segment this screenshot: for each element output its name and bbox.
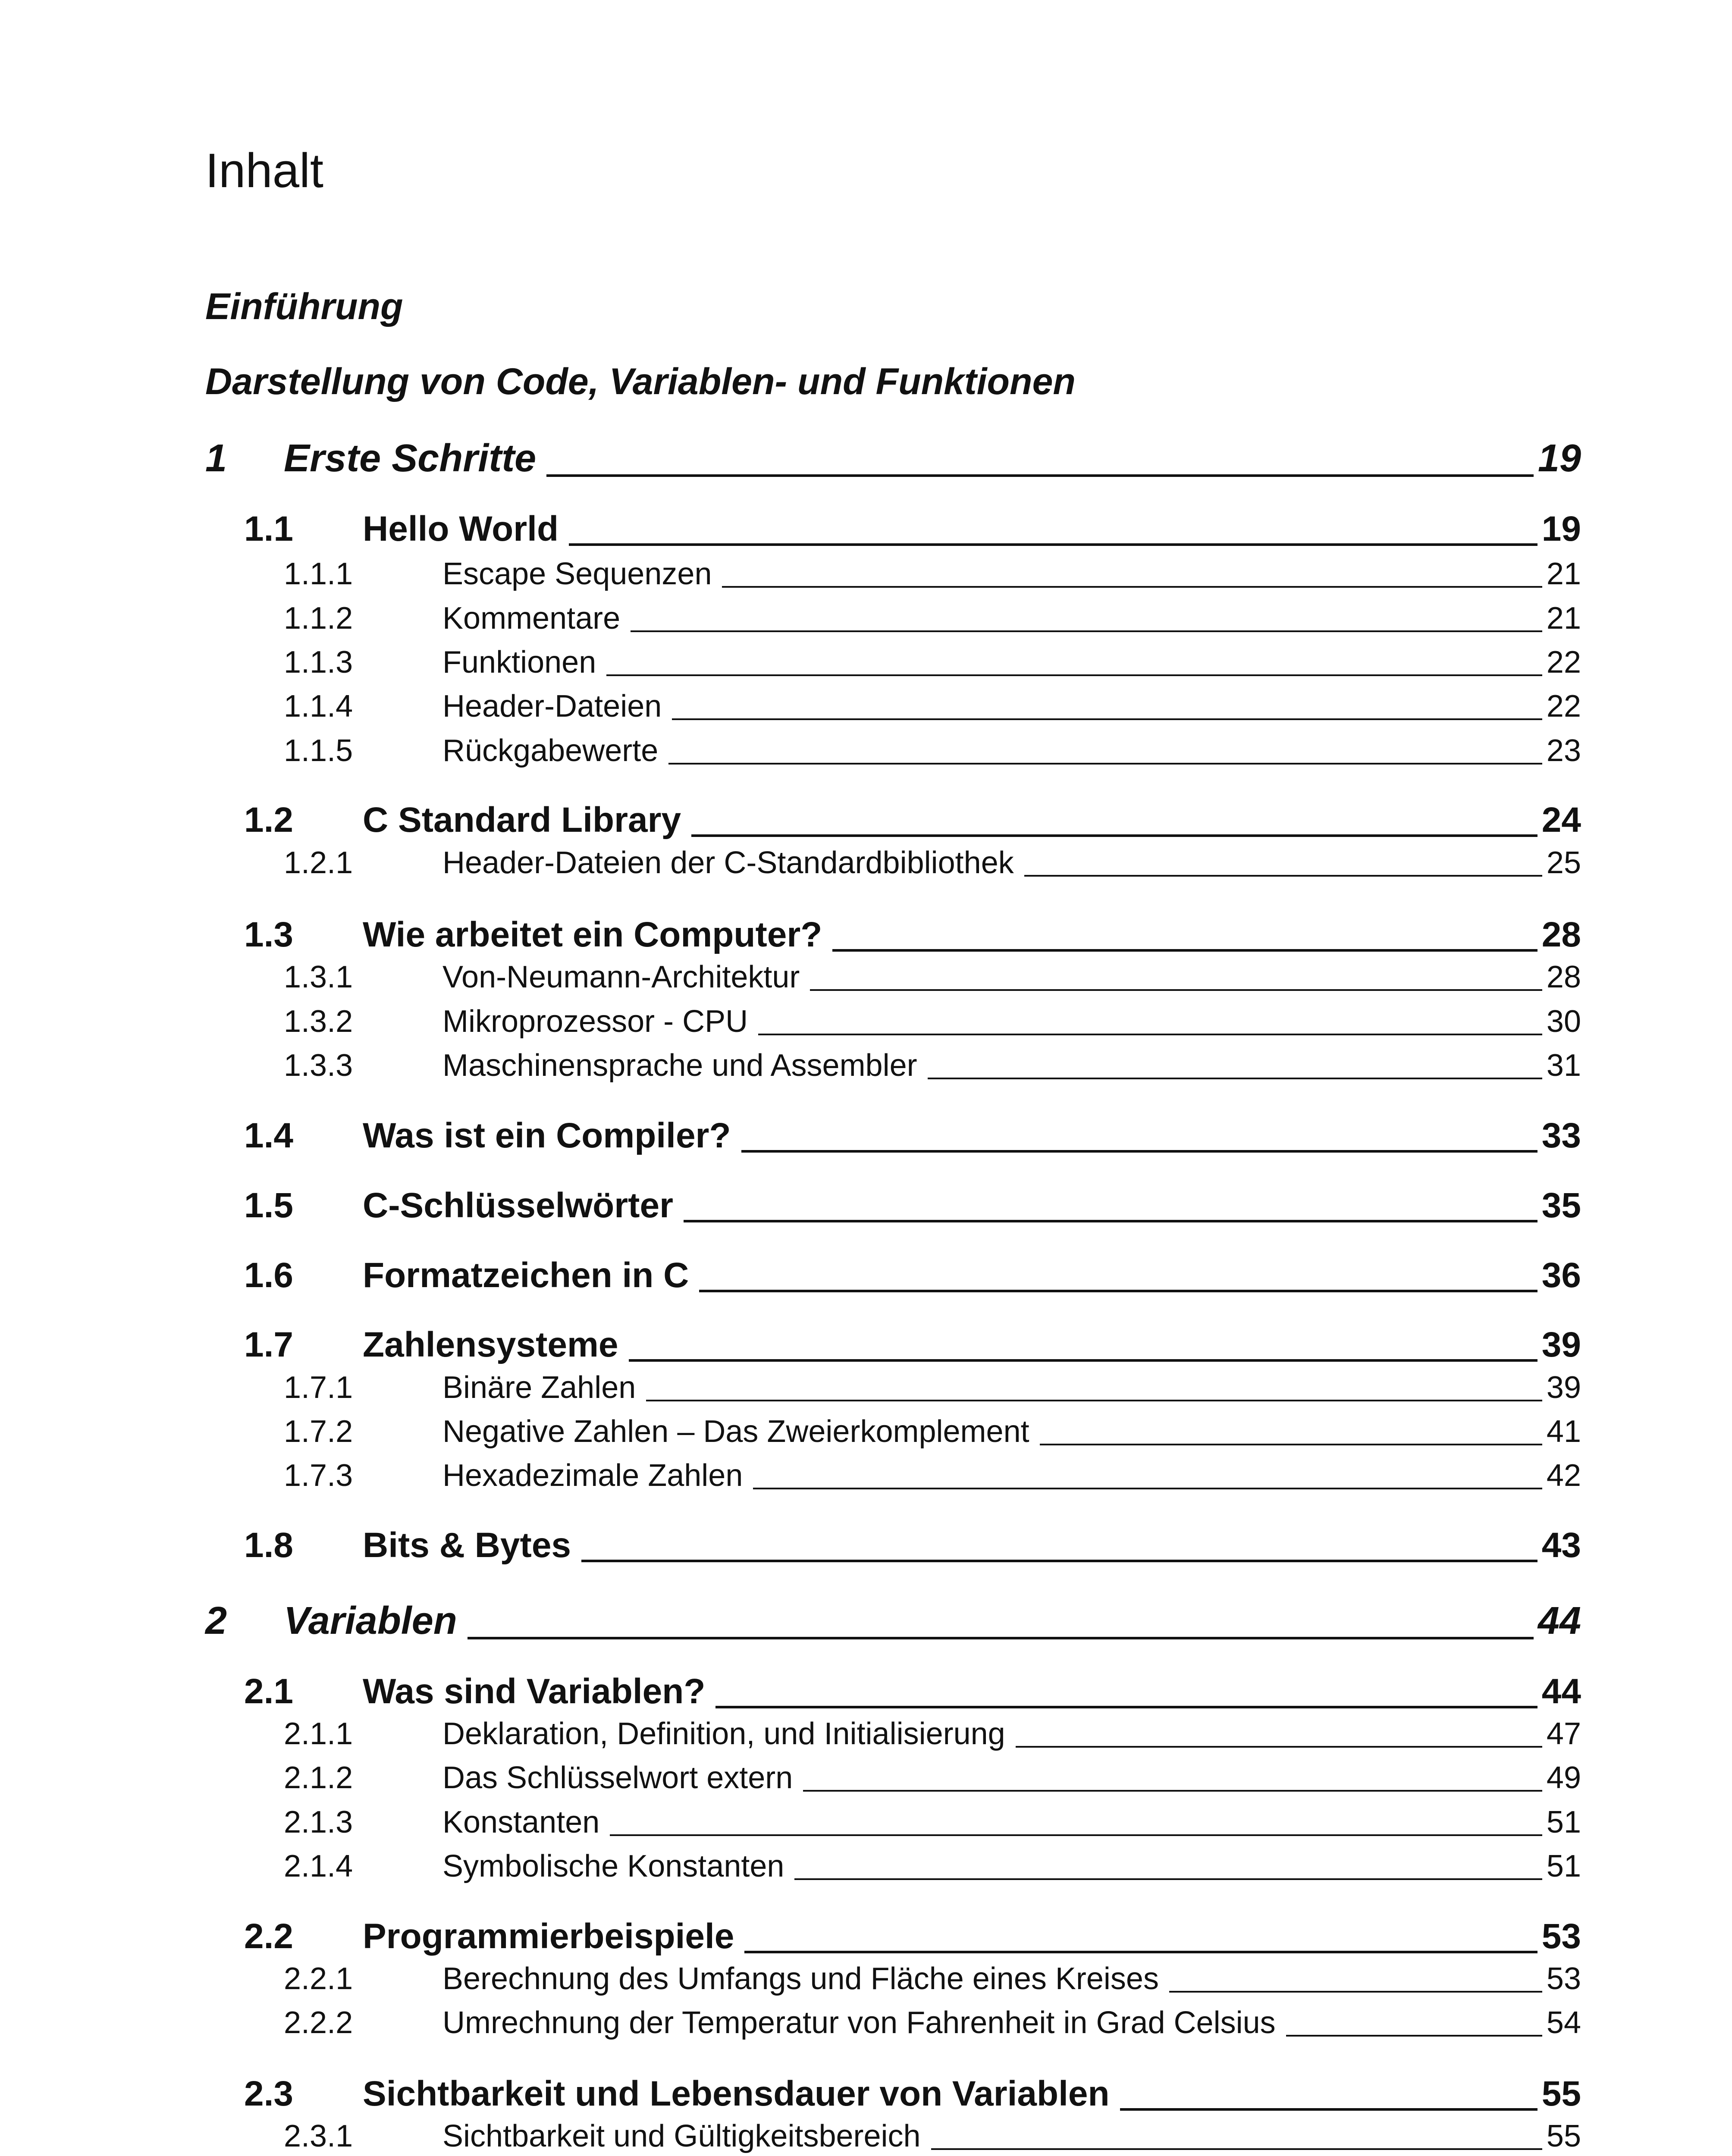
- toc-leader-line: [928, 1078, 1542, 1079]
- toc-entry-page: 53: [1546, 1962, 1581, 1996]
- toc-entry-number: 1.3.2: [284, 1004, 353, 1039]
- intro-heading[interactable]: Darstellung von Code, Variablen- und Funktionen: [205, 361, 1076, 402]
- toc-entry-page: 54: [1546, 2006, 1581, 2040]
- toc-entry-page: 21: [1546, 601, 1581, 636]
- toc-entry-label: C Standard Library: [363, 800, 681, 840]
- toc-entry-page: 39: [1546, 1370, 1581, 1405]
- toc-entry-page: 43: [1541, 1526, 1581, 1565]
- toc-leader-line: [631, 630, 1542, 632]
- toc-entry-number: 1.3.3: [284, 1048, 353, 1083]
- toc-entry[interactable]: [205, 1601, 1581, 1640]
- toc-leader-line: [581, 1560, 1537, 1562]
- toc-entry-number: 2.1.1: [284, 1717, 353, 1751]
- toc-entry-number: 1.7.3: [284, 1458, 353, 1493]
- toc-entry-number: 2.1.4: [284, 1849, 353, 1883]
- toc-entry-page: 55: [1546, 2119, 1581, 2153]
- toc-entry-label: Was sind Variablen?: [363, 1672, 706, 1711]
- toc-entry[interactable]: [244, 1258, 1581, 1293]
- intro-heading[interactable]: Einführung: [205, 286, 403, 327]
- toc-entry-label: Berechnung des Umfangs und Fläche eines Kreises: [442, 1962, 1159, 1996]
- toc-entry-number: 2.2: [244, 1917, 293, 1956]
- toc-leader-line: [668, 763, 1542, 765]
- toc-entry-number: 2.1: [244, 1672, 293, 1711]
- toc-entry-label: Umrechnung der Temperatur von Fahrenheit in Grad Celsius: [442, 2006, 1276, 2040]
- toc-entry[interactable]: [244, 1118, 1581, 1153]
- toc-leader-line: [672, 718, 1542, 720]
- toc-entry-page: 31: [1546, 1048, 1581, 1083]
- toc-leader-line: [1016, 1746, 1542, 1748]
- toc-leader-line: [629, 1359, 1537, 1362]
- toc-leader-line: [803, 1790, 1542, 1792]
- toc-entry-label: Formatzeichen in C: [363, 1256, 689, 1295]
- toc-entry-label: Header-Dateien der C-Standardbibliothek: [442, 846, 1014, 880]
- toc-entry[interactable]: [244, 1188, 1581, 1223]
- toc-entry-label: Escape Sequenzen: [442, 557, 712, 591]
- toc-leader-line: [794, 1878, 1542, 1880]
- page-title: Inhalt: [205, 144, 323, 197]
- toc-entry-page: 51: [1546, 1849, 1581, 1883]
- toc-leader-line: [699, 1290, 1537, 1292]
- toc-entry-label: Was ist ein Compiler?: [363, 1116, 731, 1155]
- toc-entry-page: 44: [1541, 1672, 1581, 1711]
- toc-leader-line: [684, 1220, 1537, 1222]
- toc-entry-number: 1.1.3: [284, 645, 353, 680]
- toc-entry[interactable]: [284, 691, 1581, 722]
- toc-entry-page: 28: [1541, 915, 1581, 954]
- toc-leader-line: [468, 1637, 1534, 1639]
- toc-entry-label: Deklaration, Definition, und Initialisierung: [442, 1717, 1005, 1751]
- toc-leader-line: [753, 1488, 1542, 1489]
- toc-entry-number: 1.7.1: [284, 1370, 353, 1405]
- toc-entry[interactable]: [244, 917, 1581, 953]
- toc-entry-page: 49: [1546, 1761, 1581, 1795]
- toc-entry-page: 51: [1546, 1805, 1581, 1839]
- toc-leader-line: [691, 834, 1537, 837]
- toc-entry-label: Maschinensprache und Assembler: [442, 1048, 917, 1083]
- toc-entry[interactable]: [284, 1006, 1581, 1037]
- toc-entry[interactable]: [244, 1674, 1581, 1709]
- toc-leader-line: [931, 2148, 1542, 2150]
- toc-entry[interactable]: [284, 647, 1581, 678]
- toc-entry-label: C-Schlüsselwörter: [363, 1186, 673, 1225]
- toc-entry-label: Konstanten: [442, 1805, 600, 1839]
- toc-entry-number: 1.3: [244, 915, 293, 954]
- toc-entry-label: Funktionen: [442, 645, 596, 680]
- toc-leader-line: [610, 1834, 1542, 1836]
- toc-entry-number: 2.2.1: [284, 1962, 353, 1996]
- toc-entry[interactable]: [284, 558, 1581, 589]
- toc-entry[interactable]: [284, 962, 1581, 993]
- toc-entry-page: 22: [1546, 645, 1581, 680]
- toc-entry-label: Das Schlüsselwort extern: [442, 1761, 793, 1795]
- toc-entry-label: Rückgabewerte: [442, 733, 659, 768]
- toc-entry-page: 44: [1537, 1599, 1581, 1642]
- toc-leader-line: [646, 1400, 1542, 1401]
- toc-entry-page: 39: [1541, 1325, 1581, 1364]
- toc-entry-number: 1: [205, 437, 227, 480]
- toc-entry-page: 33: [1541, 1116, 1581, 1155]
- toc-entry-number: 1.1.1: [284, 557, 353, 591]
- toc-entry[interactable]: [284, 1807, 1581, 1838]
- toc-entry[interactable]: [284, 847, 1581, 878]
- toc-entry[interactable]: [244, 2076, 1581, 2112]
- toc-leader-line: [546, 474, 1534, 477]
- toc-leader-line: [722, 586, 1542, 588]
- toc-entry-number: 1.6: [244, 1256, 293, 1295]
- toc-entry-label: Negative Zahlen – Das Zweierkomplement: [442, 1414, 1029, 1449]
- toc-entry-number: 2.1.3: [284, 1805, 353, 1839]
- toc-entry-label: Zahlensysteme: [363, 1325, 618, 1364]
- toc-entry[interactable]: [284, 1050, 1581, 1081]
- toc-entry-number: 2.3: [244, 2074, 293, 2113]
- toc-entry-number: 1.5: [244, 1186, 293, 1225]
- toc-leader-line: [569, 543, 1537, 546]
- toc-leader-line: [1024, 875, 1542, 877]
- toc-entry-number: 1.1.4: [284, 689, 353, 724]
- toc-entry-label: Mikroprozessor - CPU: [442, 1004, 748, 1039]
- toc-entry-label: Binäre Zahlen: [442, 1370, 636, 1405]
- toc-leader-line: [758, 1034, 1542, 1035]
- toc-leader-line: [741, 1150, 1537, 1153]
- toc-entry-label: Wie arbeitet ein Computer?: [363, 915, 822, 954]
- toc-entry-label: Programmierbeispiele: [363, 1917, 734, 1956]
- toc-entry-page: 25: [1546, 846, 1581, 880]
- toc-entry-page: 21: [1546, 557, 1581, 591]
- toc-entry-number: 1.1.2: [284, 601, 353, 636]
- toc-entry-label: Bits & Bytes: [363, 1526, 571, 1565]
- toc-leader-line: [1040, 1444, 1542, 1445]
- toc-entry-number: 1.7: [244, 1325, 293, 1364]
- toc-entry[interactable]: [284, 1718, 1581, 1749]
- toc-leader-line: [832, 949, 1537, 952]
- toc-entry-page: 19: [1541, 509, 1581, 548]
- toc-entry-label: Von-Neumann-Architektur: [442, 960, 800, 994]
- toc-entry-page: 53: [1541, 1917, 1581, 1956]
- toc-entry-label: Hello World: [363, 509, 559, 548]
- toc-entry-page: 55: [1541, 2074, 1581, 2113]
- toc-entry-number: 1.4: [244, 1116, 293, 1155]
- toc-entry-label: Sichtbarkeit und Lebensdauer von Variablen: [363, 2074, 1110, 2113]
- toc-entry[interactable]: [244, 511, 1581, 547]
- toc-leader-line: [744, 1951, 1537, 1953]
- toc-entry[interactable]: [244, 802, 1581, 838]
- toc-entry[interactable]: [284, 1460, 1581, 1491]
- toc-entry-label: Kommentare: [442, 601, 621, 636]
- toc-leader-line: [606, 674, 1542, 676]
- toc-entry-page: 35: [1541, 1186, 1581, 1225]
- toc-entry-number: 1.1: [244, 509, 293, 548]
- toc-entry-number: 2.2.2: [284, 2006, 353, 2040]
- toc-entry[interactable]: [284, 2121, 1581, 2152]
- toc-leader-line: [1120, 2108, 1537, 2111]
- toc-entry[interactable]: [284, 1416, 1581, 1447]
- toc-entry-page: 28: [1546, 960, 1581, 994]
- toc-entry-page: 47: [1546, 1717, 1581, 1751]
- toc-entry-number: 1.2.1: [284, 846, 353, 880]
- toc-entry-number: 1.8: [244, 1526, 293, 1565]
- toc-entry-page: 22: [1546, 689, 1581, 724]
- toc-entry-page: 36: [1541, 1256, 1581, 1295]
- toc-entry-number: 2: [205, 1599, 227, 1642]
- toc-entry[interactable]: [284, 2007, 1581, 2038]
- toc-entry-label: Hexadezimale Zahlen: [442, 1458, 743, 1493]
- toc-leader-line: [1286, 2035, 1542, 2037]
- toc-entry-number: 1.7.2: [284, 1414, 353, 1449]
- toc-entry[interactable]: [284, 603, 1581, 634]
- toc-entry[interactable]: [284, 1851, 1581, 1882]
- toc-entry[interactable]: [205, 439, 1581, 478]
- toc-entry[interactable]: [244, 1919, 1581, 1954]
- toc-entry-page: 41: [1546, 1414, 1581, 1449]
- toc-entry[interactable]: [284, 1762, 1581, 1793]
- toc-entry-page: 19: [1537, 437, 1581, 480]
- toc-entry-page: 24: [1541, 800, 1581, 840]
- toc-entry-label: Variablen: [284, 1599, 457, 1642]
- toc-leader-line: [715, 1706, 1537, 1708]
- toc-entry[interactable]: [284, 1372, 1581, 1403]
- toc-entry-page: 30: [1546, 1004, 1581, 1039]
- toc-entry-number: 1.3.1: [284, 960, 353, 994]
- toc-entry-page: 23: [1546, 733, 1581, 768]
- toc-entry[interactable]: [244, 1327, 1581, 1363]
- toc-entry-number: 2.3.1: [284, 2119, 353, 2153]
- toc-entry-number: 1.2: [244, 800, 293, 840]
- toc-entry[interactable]: [244, 1528, 1581, 1563]
- toc-entry-label: Header-Dateien: [442, 689, 662, 724]
- toc-entry-page: 42: [1546, 1458, 1581, 1493]
- toc-entry-label: Symbolische Konstanten: [442, 1849, 784, 1883]
- toc-leader-line: [810, 989, 1542, 991]
- toc-entry-label: Erste Schritte: [284, 437, 537, 480]
- toc-entry-number: 2.1.2: [284, 1761, 353, 1795]
- toc-entry[interactable]: [284, 1963, 1581, 1994]
- toc-entry-label: Sichtbarkeit und Gültigkeitsbereich: [442, 2119, 921, 2153]
- toc-entry[interactable]: [284, 735, 1581, 766]
- toc-entry-number: 1.1.5: [284, 733, 353, 768]
- toc-leader-line: [1169, 1991, 1542, 1993]
